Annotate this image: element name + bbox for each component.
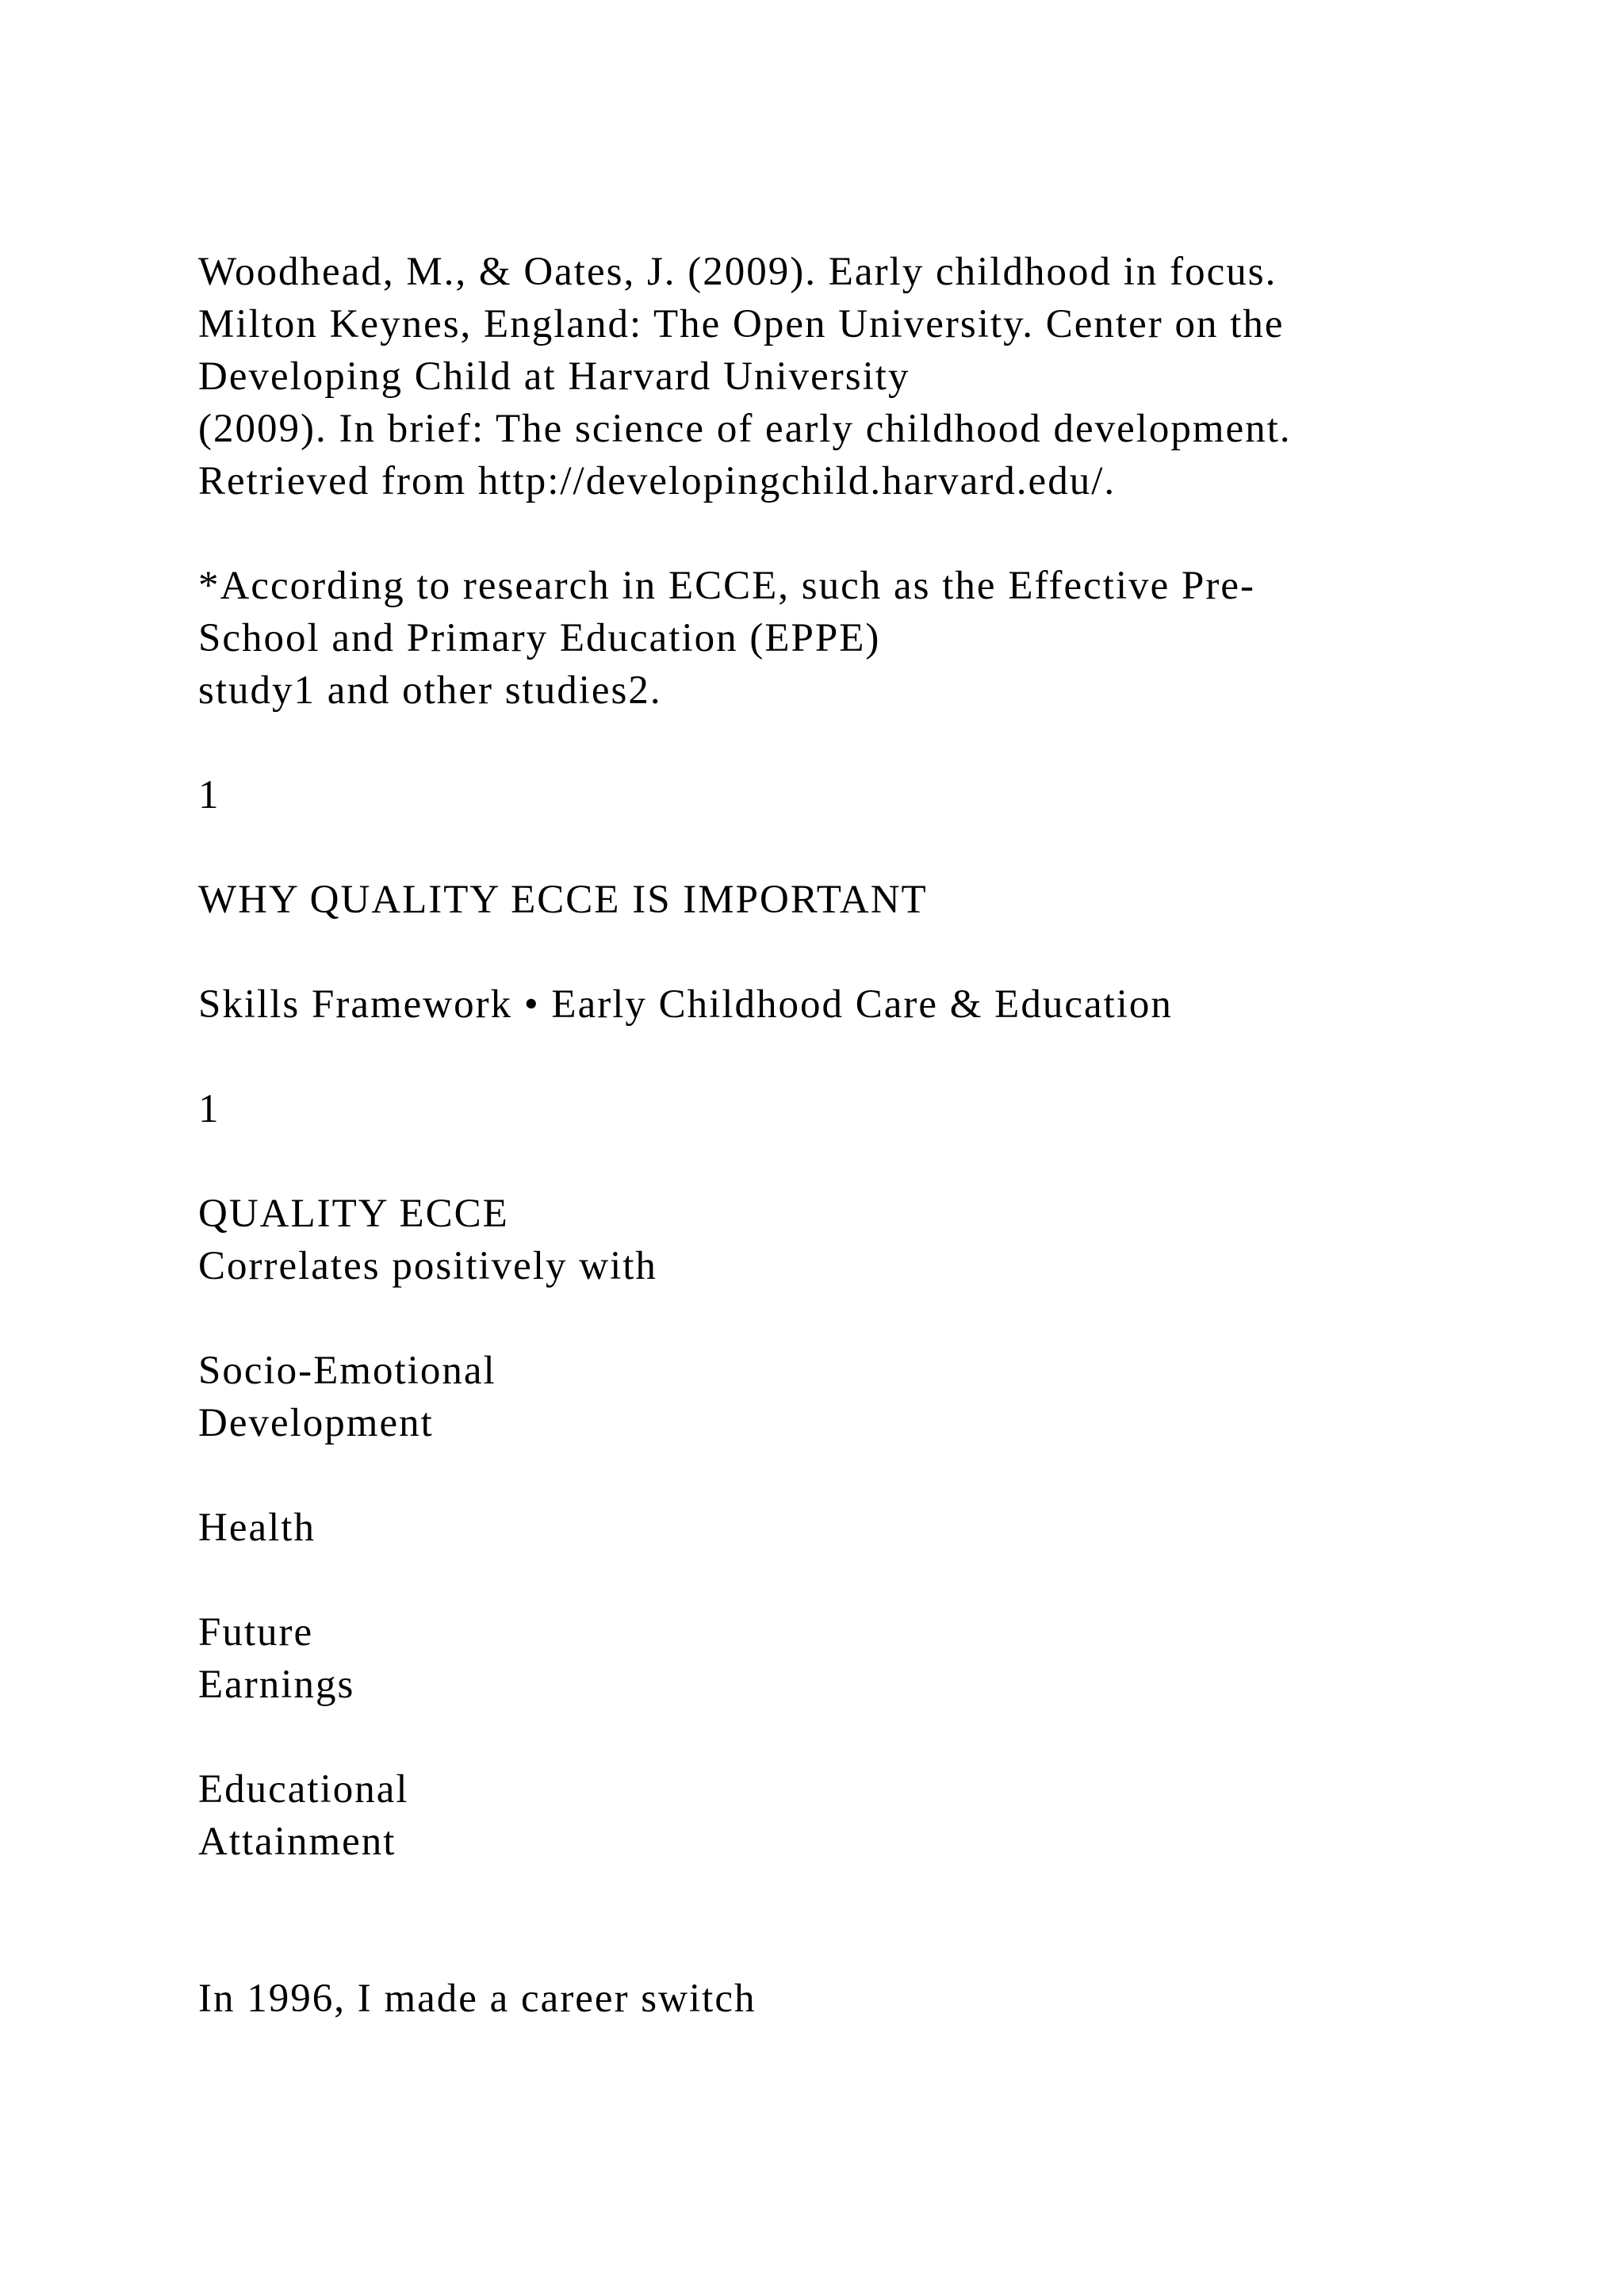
spacer (198, 1868, 1546, 1973)
citation-line: Developing Child at Harvard University (198, 354, 910, 399)
page-number: 1 (198, 773, 220, 817)
citation-line: Retrieved from http://developingchild.harvard.edu/. (198, 459, 1116, 503)
footnote-line: study1 and other studies2. (198, 668, 662, 713)
quality-subtitle: Correlates positively with (198, 1244, 657, 1288)
spacer (198, 1554, 1546, 1606)
outcome-line: Educational (198, 1767, 409, 1812)
outcome-line: Future (198, 1610, 314, 1655)
quality-title: QUALITY ECCE (198, 1192, 509, 1236)
document-body (198, 246, 1546, 2025)
section-heading: WHY QUALITY ECCE IS IMPORTANT (198, 878, 928, 922)
citation-line: Milton Keynes, England: The Open University. Center on the (198, 302, 1285, 346)
spacer (198, 821, 1546, 874)
outcome-line: Health (198, 1506, 316, 1550)
citation-line: (2009). In brief: The science of early childhood development. (198, 407, 1292, 451)
citation-block (198, 246, 1546, 507)
outcome-item (198, 1502, 1546, 1554)
footnote-block (198, 560, 1546, 717)
spacer (198, 1135, 1546, 1188)
citation-line: Woodhead, M., & Oates, J. (2009). Early childhood in focus. (198, 250, 1277, 294)
spacer (198, 1449, 1546, 1502)
page-number: 1 (198, 1087, 220, 1131)
spacer (198, 926, 1546, 978)
spacer (198, 717, 1546, 769)
outcome-item (198, 1763, 1546, 1868)
spacer (198, 507, 1546, 560)
outcome-line: Earnings (198, 1663, 355, 1707)
spacer (198, 1031, 1546, 1083)
quality-block (198, 1188, 1546, 1292)
spacer (198, 1292, 1546, 1345)
framework-subtitle: Skills Framework • Early Childhood Care & Education (198, 982, 1173, 1027)
spacer (198, 1711, 1546, 1763)
closing-line: In 1996, I made a career switch (198, 1976, 756, 2021)
outcome-line: Development (198, 1401, 434, 1445)
footnote-line: School and Primary Education (EPPE) (198, 616, 881, 660)
outcome-line: Attainment (198, 1820, 396, 1864)
outcome-line: Socio-Emotional (198, 1349, 496, 1393)
outcome-item (198, 1606, 1546, 1711)
outcome-item (198, 1345, 1546, 1449)
footnote-line: *According to research in ECCE, such as the Effective Pre- (198, 564, 1255, 608)
